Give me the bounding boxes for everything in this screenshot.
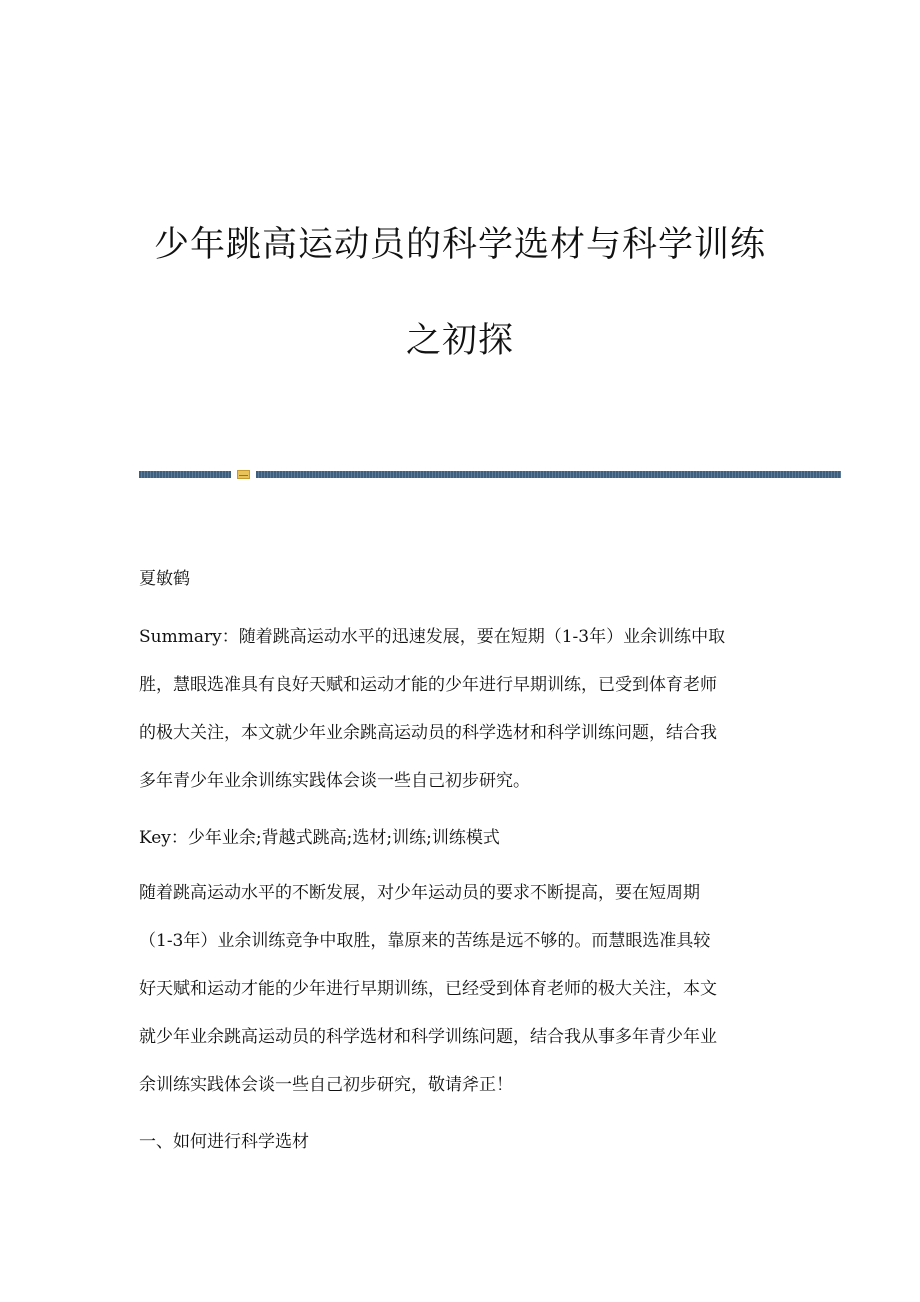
title-divider bbox=[139, 470, 841, 479]
summary-line-2: 胜，慧眼选准具有良好天赋和运动才能的少年进行早期训练，已受到体育老师 bbox=[139, 675, 717, 695]
document-title-line-2: 之初探 bbox=[405, 321, 514, 361]
body-line-5: 余训练实践体会谈一些自己初步研究，敬请斧正！ bbox=[139, 1075, 513, 1095]
summary-line-4: 多年青少年业余训练实践体会谈一些自己初步研究。 bbox=[139, 771, 530, 791]
document-title-line-1: 少年跳高运动员的科学选材与科学训练 bbox=[153, 225, 766, 265]
author-name: 夏敏鹤 bbox=[139, 569, 190, 589]
divider-bar-right bbox=[256, 471, 841, 478]
summary-line-3: 的极大关注，本文就少年业余跳高运动员的科学选材和科学训练问题，结合我 bbox=[139, 723, 717, 743]
envelope-icon bbox=[237, 470, 250, 479]
summary-line-1: Summary：随着跳高运动水平的迅速发展，要在短期（1-3年）业余训练中取 bbox=[139, 627, 726, 647]
body-line-3: 好天赋和运动才能的少年进行早期训练，已经受到体育老师的极大关注，本文 bbox=[139, 979, 717, 999]
body-line-2: （1-3年）业余训练竞争中取胜，靠原来的苦练是远不够的。而慧眼选准具较 bbox=[139, 931, 711, 951]
section-heading: 一、如何进行科学选材 bbox=[139, 1132, 309, 1152]
divider-bar-left bbox=[139, 471, 231, 478]
body-line-4: 就少年业余跳高运动员的科学选材和科学训练问题，结合我从事多年青少年业 bbox=[139, 1027, 717, 1047]
body-line-1: 随着跳高运动水平的不断发展，对少年运动员的要求不断提高，要在短周期 bbox=[139, 883, 700, 903]
keywords-line: Key：少年业余;背越式跳高;选材;训练;训练模式 bbox=[139, 828, 500, 848]
